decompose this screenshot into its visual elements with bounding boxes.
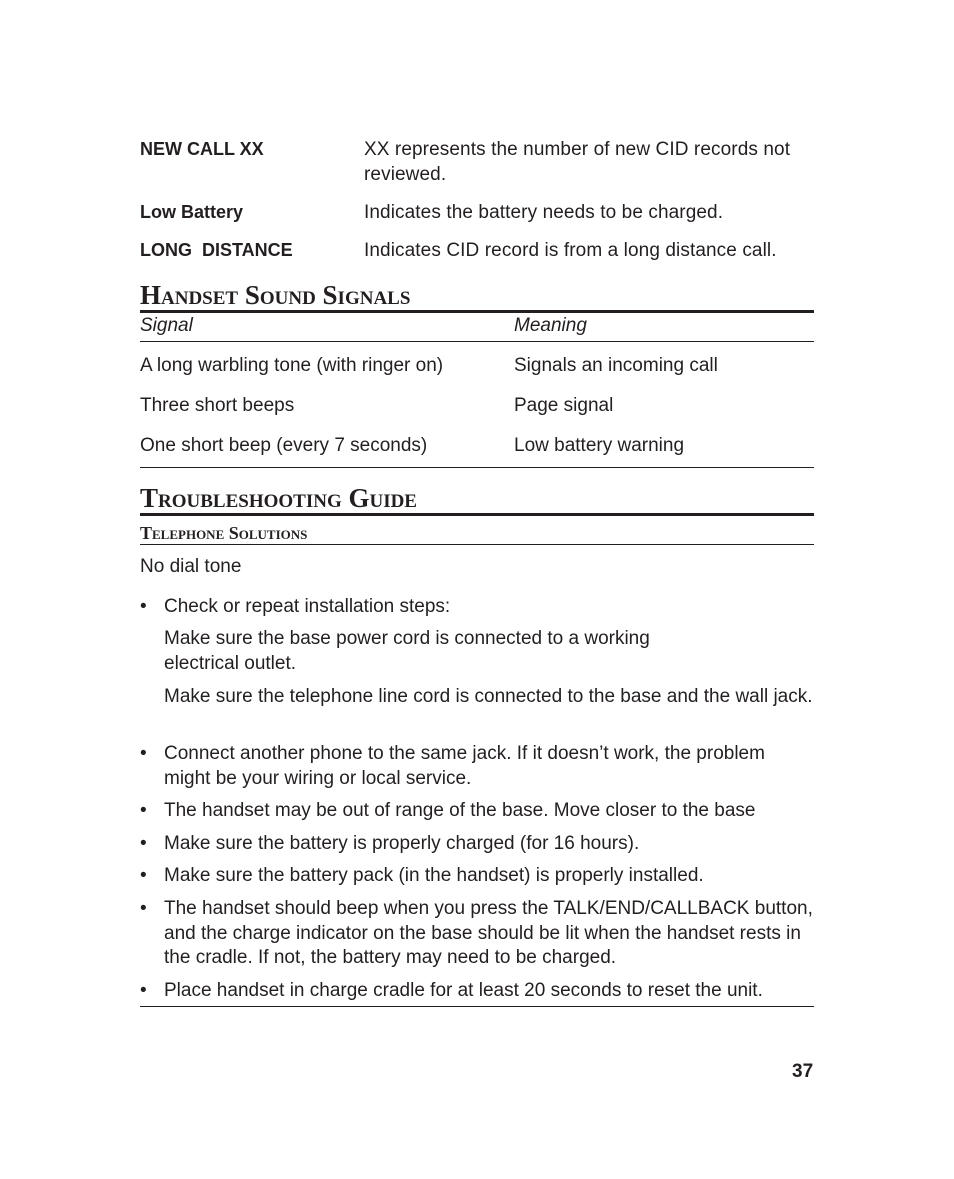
bullet-item: Check or repeat installation steps: [164, 596, 451, 617]
section-title-sound-signals: Handset Sound Signals [140, 280, 814, 313]
signal-cell: Three short beeps [140, 395, 295, 416]
bullet-item: Make sure the battery is properly charged (for 16 hours). [164, 833, 640, 854]
subsection-title-telephone-solutions: Telephone Solutions [140, 522, 814, 545]
signal-cell: One short beep (every 7 seconds) [140, 435, 428, 456]
meaning-cell: Page signal [514, 395, 614, 416]
section-bottom-rule [140, 1006, 814, 1007]
table-header-rule [140, 341, 814, 342]
bullet-item: Place handset in charge cradle for at least 20 seconds to reset the unit. [164, 980, 763, 1001]
bullet-marker: • [140, 865, 147, 886]
page-number: 37 [792, 1061, 814, 1082]
meaning-column-header: Meaning [514, 315, 587, 336]
signal-cell: A long warbling tone (with ringer on) [140, 355, 444, 376]
table-bottom-rule [140, 467, 814, 468]
bullet-marker: • [140, 743, 147, 764]
bullet-item: The handset may be out of range of the base. Move closer to the base [164, 800, 756, 821]
section-title-troubleshooting: Troubleshooting Guide [140, 483, 814, 516]
problem-heading: No dial tone [140, 556, 242, 577]
bullet-marker: • [140, 898, 147, 919]
status-description: Indicates CID record is from a long distance call. [364, 240, 777, 261]
sub-step: Make sure the telephone line cord is connected to the base and the wall jack. [164, 686, 813, 707]
bullet-marker: • [140, 980, 147, 1001]
status-term: LONG DISTANCE [140, 240, 293, 260]
bullet-marker: • [140, 596, 147, 617]
bullet-marker: • [140, 800, 147, 821]
bullet-marker: • [140, 833, 147, 854]
signal-column-header: Signal [140, 315, 193, 336]
sub-step: Make sure the base power cord is connected to a working electrical outlet. [164, 628, 650, 674]
status-term: NEW CALL XX [140, 139, 264, 159]
bullet-item: The handset should beep when you press the TALK/END/CALLBACK button, and the charge indicator on the base should be lit when the handset rests in the cradle. If not, the battery may need to be charged. [164, 898, 813, 968]
meaning-cell: Signals an incoming call [514, 355, 718, 376]
status-description: Indicates the battery needs to be charged. [364, 202, 724, 223]
bullet-item: Make sure the battery pack (in the handset) is properly installed. [164, 865, 704, 886]
status-description: XX represents the number of new CID records not reviewed. [364, 139, 791, 185]
status-term: Low Battery [140, 202, 244, 222]
bullet-item: Connect another phone to the same jack. If it doesn’t work, the problem might be your wiring or local service. [164, 743, 765, 789]
meaning-cell: Low battery warning [514, 435, 685, 456]
